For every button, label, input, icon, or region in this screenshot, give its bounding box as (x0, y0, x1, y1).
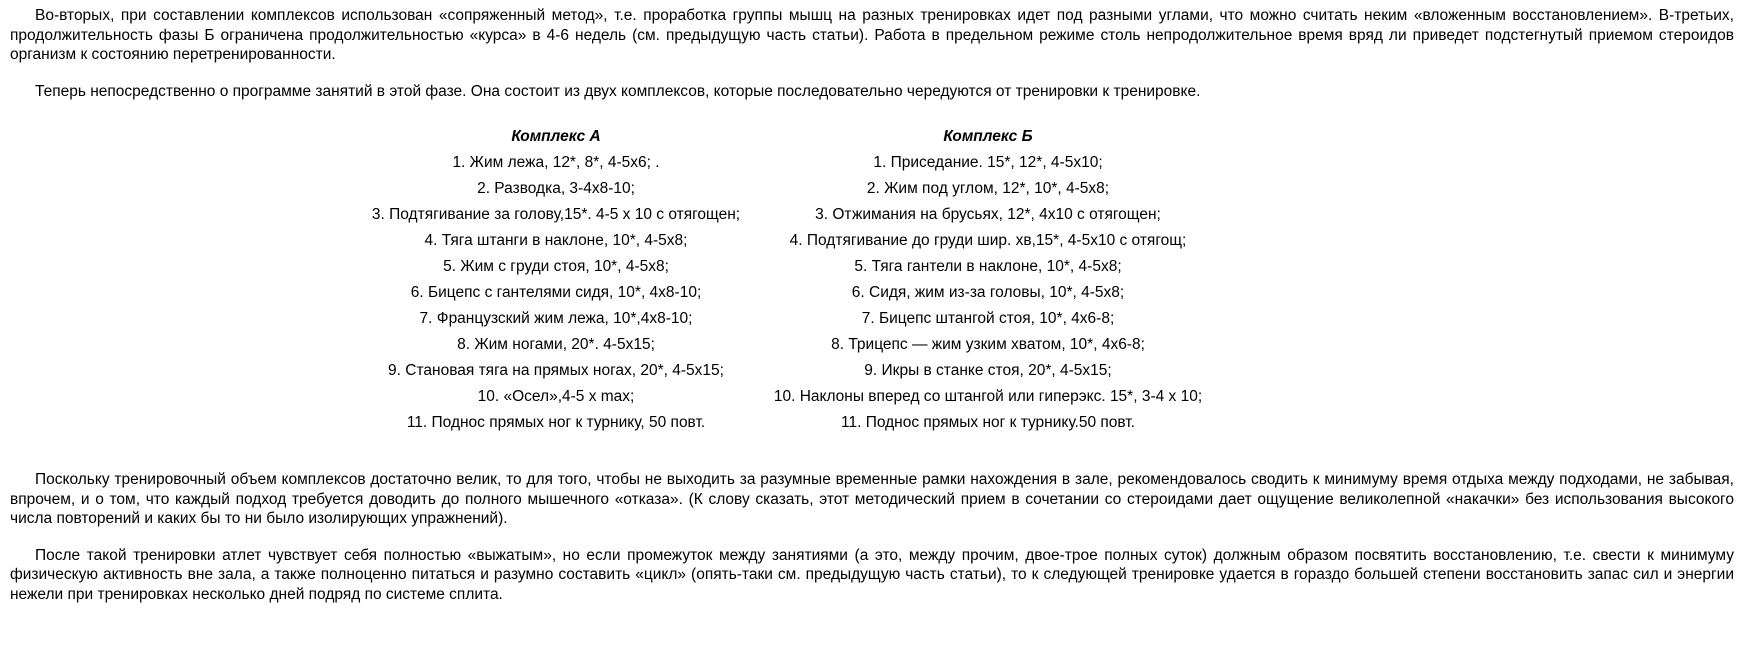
exercise-item: 3. Подтягивание за голову,15*. 4-5 х 10 с отягощен; (371, 206, 741, 223)
exercise-item: 5. Жим с груди стоя, 10*, 4-5х8; (443, 258, 669, 275)
exercise-item: 11. Поднос прямых ног к турнику.50 повт. (840, 414, 1135, 431)
exercise-item: 8. Трицепс — жим узким хватом, 10*, 4х6-8; (831, 336, 1145, 353)
exercise-item: 7. Французский жим лежа, 10*,4х8-10; (419, 310, 693, 327)
complex-a-list (340, 150, 772, 436)
article-body (10, 6, 1734, 604)
complex-a-column (340, 118, 772, 436)
exercise-item: 2. Разводка, 3-4х8-10; (477, 180, 635, 197)
exercise-item: 5. Тяга гантели в наклоне, 10*, 4-5х8; (854, 258, 1122, 275)
recovery-paragraph: После такой тренировки атлет чувствует себя полностью «выжатым», но если промежуток между занятиями (а это, между прочим, двое-трое полных суток) должным образом посвятить восстановлению, т.е. свести к минимуму физическую активность вне зала, а также полноценно питаться и разумно составить «цикл» (опять-таки см. предыдущую часть статьи), то к следующей тренировке удается в гораздо большей степени восстановить запас сил и энергии нежели при тренировках несколько дней подряд по системе сплита. (10, 546, 1734, 603)
intro-paragraph: Во-вторых, при составлении комплексов использован «сопряженный метод», т.е. проработка группы мышц на разных тренировках идет под разными углами, что можно считать неким «вложенным восстановлением». В-третьих, продолжительность фазы Б ограничена продолжительностью «курса» в 4-6 недель (см. предыдущую часть статьи). Работа в предельном режиме столь непродолжительное время вряд ли приведет подстегнутый приемом стероидов организм к состоянию перетренированности. (10, 7, 1734, 63)
exercise-item: 2. Жим под углом, 12*, 10*, 4-5х8; (866, 180, 1110, 197)
complex-a-title: Комплекс А (511, 128, 601, 145)
volume-paragraph: Поскольку тренировочный объем комплексов достаточно велик, то для того, чтобы не выходить за разумные временные рамки нахождения в зале, рекомендовалось сводить к минимуму время отдыха между подходами, не забывая, впрочем, и о том, что каждый подход требуется доводить до полного мышечного «отказа». (К слову сказать, этот методический прием в сочетании со стероидами дает ощущение великолепной «накачки» без использования высокого числа повторений и каких бы то ни было изолирующих упражнений). (10, 471, 1734, 527)
exercise-item: 9. Становая тяга на прямых ногах, 20*, 4-5х15; (388, 362, 724, 379)
exercise-item: 6. Бицепс с гантелями сидя, 10*, 4х8-10; (410, 284, 702, 301)
exercise-item: 1. Жим лежа, 12*, 8*, 4-5х6; . (452, 154, 660, 171)
program-intro-paragraph: Теперь непосредственно о программе занятий в этой фазе. Она состоит из двух комплексов, которые последовательно чередуются от тренировки к тренировке. (35, 82, 1201, 100)
complex-b-column (772, 118, 1204, 436)
exercise-item: 1. Приседание. 15*, 12*, 4-5х10; (873, 154, 1103, 171)
complex-b-list (772, 150, 1204, 436)
workout-complexes (340, 118, 1204, 436)
exercise-item: 9. Икры в станке стоя, 20*, 4-5х15; (864, 362, 1112, 379)
exercise-item: 6. Сидя, жим из-за головы, 10*, 4-5х8; (851, 284, 1125, 301)
exercise-item: 11. Поднос прямых ног к турнику, 50 повт. (406, 414, 706, 431)
exercise-item: 7. Бицепс штангой стоя, 10*, 4х6-8; (861, 310, 1115, 327)
exercise-item: 4. Тяга штанги в наклоне, 10*, 4-5х8; (424, 232, 688, 249)
exercise-item: 3. Отжимания на брусьях, 12*, 4х10 с отягощен; (815, 206, 1161, 223)
exercise-item: 10. «Осел»,4-5 х max; (477, 388, 635, 405)
exercise-item: 10. Наклоны вперед со штангой или гиперэкс. 15*, 3-4 х 10; (773, 388, 1203, 405)
complex-b-title: Комплекс Б (943, 128, 1033, 145)
exercise-item: 8. Жим ногами, 20*. 4-5х15; (457, 336, 655, 353)
exercise-item: 4. Подтягивание до груди шир. хв,15*, 4-5х10 с отягощ; (789, 232, 1187, 249)
